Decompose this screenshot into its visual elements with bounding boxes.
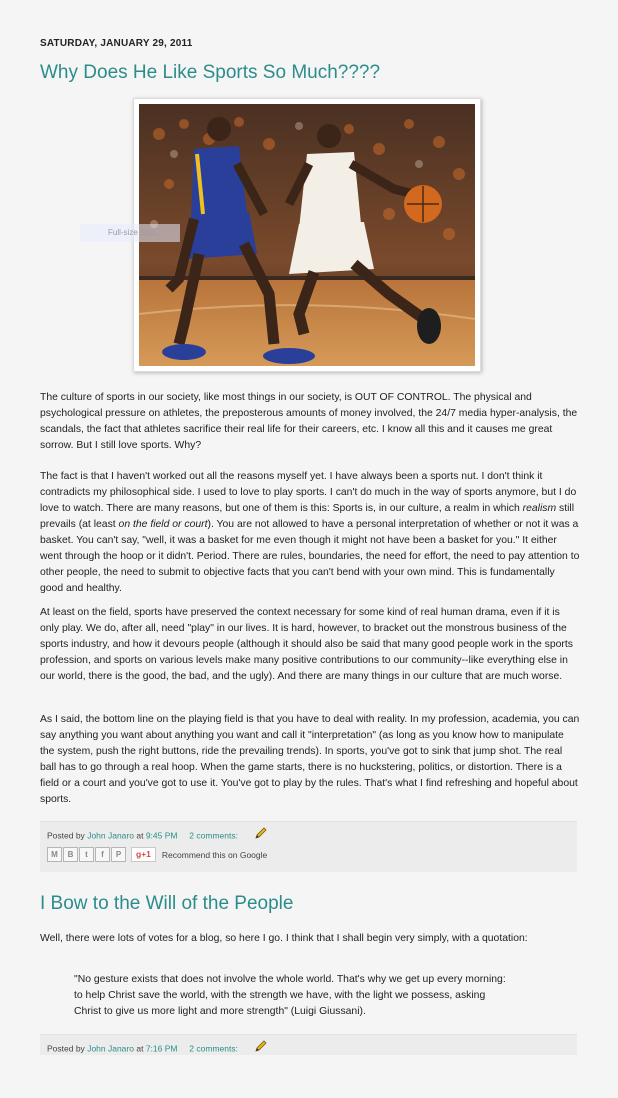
gplus-button[interactable]: g+1 <box>131 847 156 862</box>
posted-by-label: Posted by <box>47 830 85 841</box>
comments-link[interactable]: 2 comments: <box>189 830 238 841</box>
post-paragraph: The culture of sports in our society, like most things in our society, is OUT OF CONTROL. The physical and psychological pressure on athletes, the preposterous amounts of money involved, the 24/7 media hyper-analysis, the scandals, the fact that athletes sacrifice their real life for their careers, etc. I know all this and it causes me great sorrow. But I still love sports. Why? <box>40 392 578 451</box>
edit-pencil-icon[interactable] <box>254 1039 268 1055</box>
share-buttons <box>47 847 267 862</box>
email-icon[interactable]: M <box>47 847 62 862</box>
at-label: at <box>136 830 144 841</box>
timestamp-link[interactable]: 9:45 PM <box>145 830 178 841</box>
post-paragraph: As I said, the bottom line on the playing field is that you have to deal with reality. In my profession, academia, you can say anything you want about anything you want and call it "interpretation" (as long as you know how to manipulate the system, push the right buttons, ride the prevailing trends). In sports, you've got to sink that jump shot. The real ball has to go through a real hoop. When the game starts, there is no huckstering, politics, or distortion. There is a field or a court and you've got to use it. You've got to play by the rules. That's what I find refreshing and hopeful about sports. <box>40 714 580 805</box>
blogthis-icon[interactable]: B <box>63 847 78 862</box>
edit-pencil-icon[interactable] <box>254 826 268 842</box>
comments-link[interactable]: 2 comments: <box>189 1043 238 1054</box>
author-link[interactable]: John Janaro <box>87 1043 134 1054</box>
post-title-will-of-people[interactable]: I Bow to the Will of the People <box>40 893 294 914</box>
post-paragraph: Well, there were lots of votes for a blog, so here I go. I think that I shall begin very simply, with a quotation: <box>40 933 528 944</box>
date-header: SATURDAY, JANUARY 29, 2011 <box>40 38 193 49</box>
post-paragraph: At least on the field, sports have preserved the context necessary for some kind of real human drama, even if it is only play. We do, after all, need "play" in our lives. It is hard, however, to bracket out the monstrous business of the sports industry, and how it devours people (although it should also be said that many good people work in the sports profession, and sports on various levels make many positive contributions to our community--like everything else in our world, there is the good, the bad, and the ugly). And there are many things in our culture that are much worse. <box>40 607 573 682</box>
at-label: at <box>136 1043 144 1054</box>
post-footer <box>40 821 577 872</box>
posted-by-label: Posted by <box>47 1043 85 1054</box>
quote-line: Christ to give us more light and more strength" (Luigi Giussani). <box>74 1006 366 1017</box>
timestamp-link[interactable]: 7:16 PM <box>145 1043 178 1054</box>
quote-line: to help Christ save the world, with the strength we have, with the light we possess, asking <box>74 990 486 1001</box>
pinterest-icon[interactable]: P <box>111 847 126 862</box>
post-paragraph: The fact is that I haven't worked out all the reasons myself yet. I have always been a sports nut. I don't think it contradicts my philosophical side. I used to love to play sports. I can't do much in the way of sports anymore, but I do love to watch. There are many reasons, but one of them is this: Sports is, in our culture, a realm in which realism still prevails (at least on the field or court). You are not allowed to have a personal interpretation of whether or not it was a basket. You can't say, "well, it was a basket for me even though it might not have been a basket for you." It either went through the hoop or it didn't. Period. There are rules, boundaries, the need for effort, the need to pay attention to other people, the need to submit to objective facts that you can't bend with your own mind. This is fundamentally good and healthy. <box>40 471 580 594</box>
quote-block <box>74 972 554 1020</box>
basketball-photo <box>139 104 475 366</box>
post-image-basketball[interactable] <box>133 98 481 372</box>
twitter-icon[interactable]: t <box>79 847 94 862</box>
image-overlay-label: Full-size Spo... <box>80 224 180 242</box>
facebook-icon[interactable]: f <box>95 847 110 862</box>
recommend-label: Recommend this on Google <box>161 849 268 860</box>
author-link[interactable]: John Janaro <box>87 830 134 841</box>
quote-line: "No gesture exists that does not involve the whole world. That's why we get up every morning: <box>74 974 506 985</box>
post-title-sports[interactable]: Why Does He Like Sports So Much???? <box>40 62 381 83</box>
post-footer <box>40 1034 577 1055</box>
